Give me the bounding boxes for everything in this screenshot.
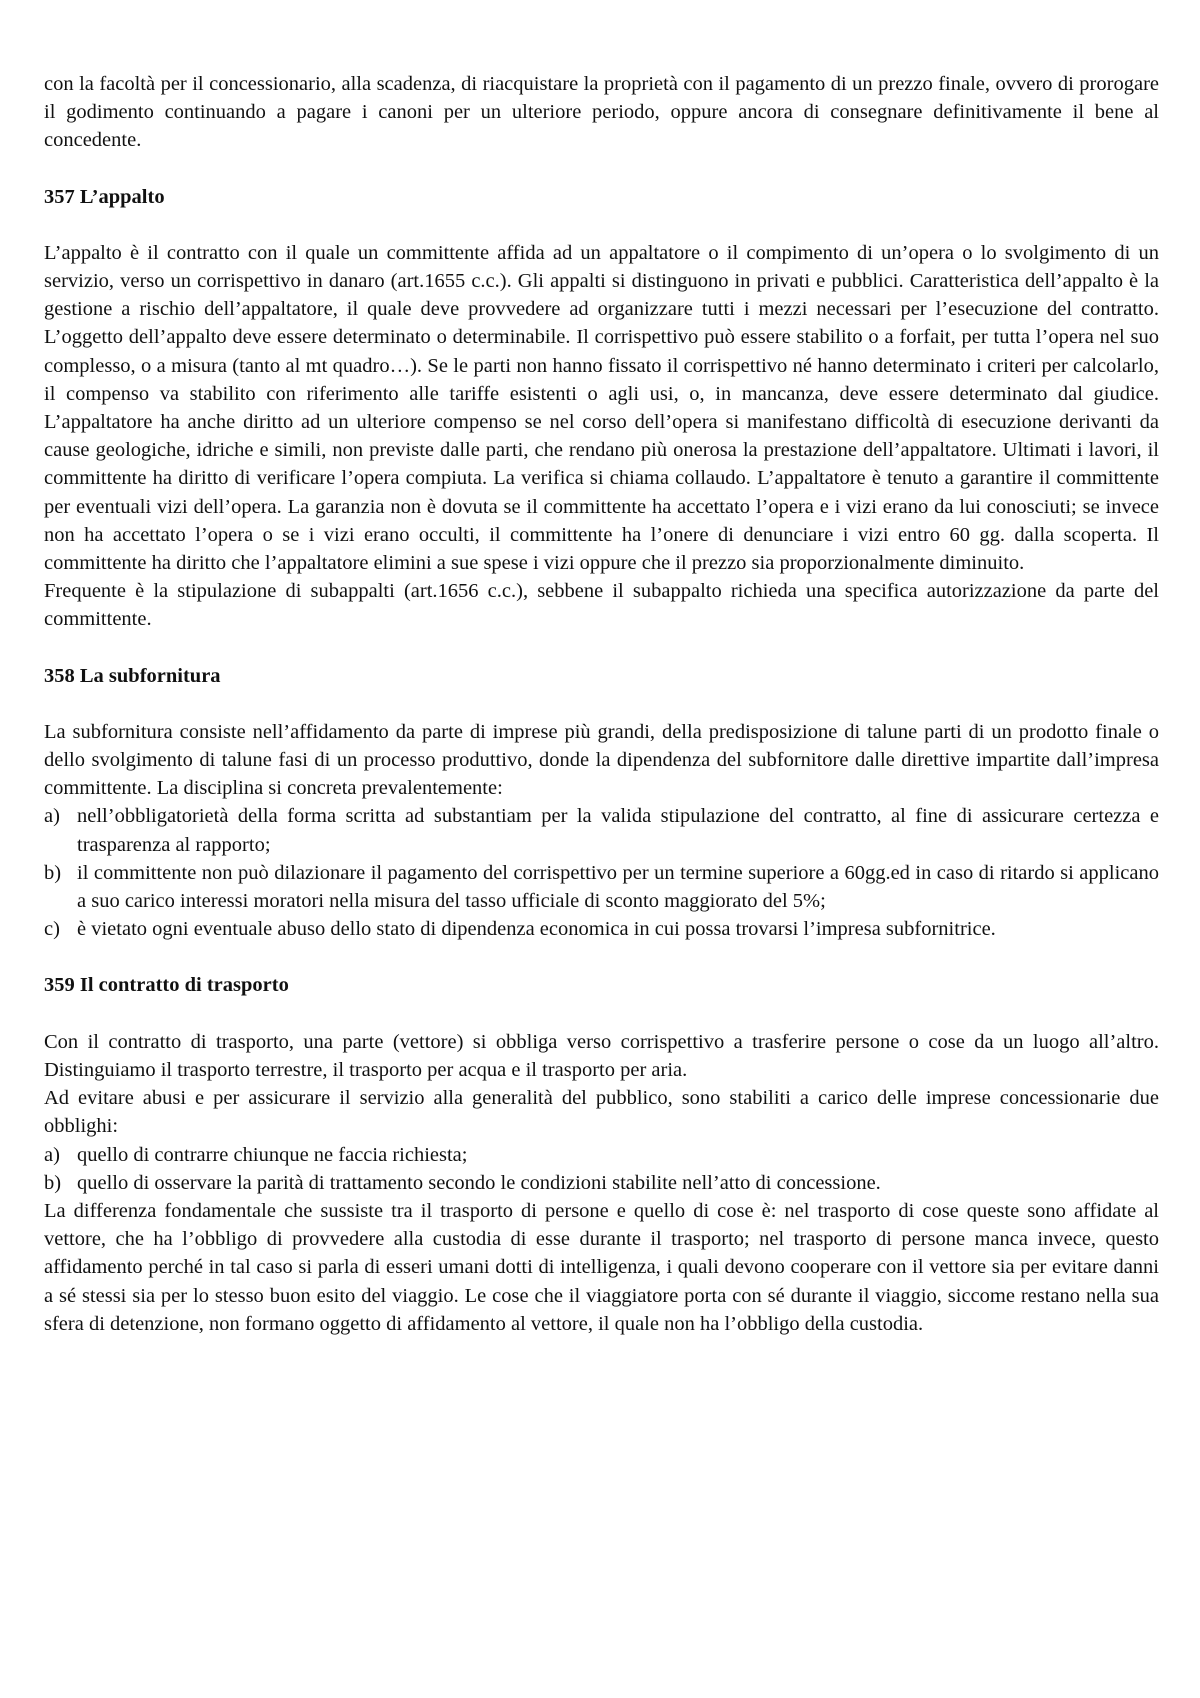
section-359-paragraph-3: La differenza fondamentale che sussiste tra il trasporto di persone e quello di cose è: nel trasporto di cose queste sono affidate al vettore, che ha l’obbligo di provvedere alla custodia di esse durante il trasporto; nel trasporto di persone manca invece, questo affidamento perché in tal caso si parla di esseri umani dotti di intelligenza, i quali devono cooperare con il vettore sia per evitare danni a sé stessi sia per lo stesso buon esito del viaggio. Le cose che il viaggiatore porta con sé durante il viaggio, siccome restano nella sua sfera di detenzione, non formano oggetto di affidamento al vettore, il quale non ha l’obbligo della custodia. <box>44 1199 1159 1335</box>
list-item-text: il committente non può dilazionare il pagamento del corrispettivo per un termine superiore a 60gg.ed in caso di ritardo si applicano a suo carico interessi moratori nella misura del tasso ufficiale di sconto maggiorato del 5%; <box>77 861 1159 913</box>
list-item <box>44 1141 1159 1169</box>
list-item-text: quello di contrarre chiunque ne faccia richiesta; <box>77 1143 468 1166</box>
list-item-marker: b) <box>44 1171 62 1194</box>
list-item-marker: a) <box>44 805 60 828</box>
list-item <box>44 802 1159 858</box>
spacer <box>44 634 1159 662</box>
section-359-paragraph-2: Ad evitare abusi e per assicurare il servizio alla generalità del pubblico, sono stabiliti a carico delle imprese concessionarie due obblighi: <box>44 1087 1159 1138</box>
section-358-heading: 358 La subfornitura <box>44 664 221 687</box>
section-359-list <box>44 1141 1159 1197</box>
section-359-heading: 359 Il contratto di trasporto <box>44 974 289 997</box>
list-item <box>44 915 1159 943</box>
list-item-marker: a) <box>44 1143 60 1166</box>
section-357-heading: 357 L’appalto <box>44 185 165 208</box>
list-item-text: è vietato ogni eventuale abuso dello stato di dipendenza economica in cui possa trovarsi l’impresa subfornitrice. <box>77 918 996 941</box>
list-item-marker: b) <box>44 861 62 884</box>
section-358-list <box>44 802 1159 943</box>
document-page <box>44 70 1159 1338</box>
list-item-text: quello di osservare la parità di trattamento secondo le condizioni stabilite nell’atto di concessione. <box>77 1171 881 1194</box>
section-357-paragraph-1: L’appalto è il contratto con il quale un committente affida ad un appaltatore o il compimento di un’opera o lo svolgimento di un servizio, verso un corrispettivo in danaro (art.1655 c.c.). Gli appalti si distinguono in privati e pubblici. Caratteristica dell’appalto è la gestione a rischio dell’appaltatore, il quale deve provvedere ad organizzare tutti i mezzi necessari per l’esecuzione del contratto. L’oggetto dell’appalto deve essere determinato o determinabile. Il corrispettivo può essere stabilito o a forfait, per tutta l’opera nel suo complesso, o a misura (tanto al mt quadro…). Se le parti non hanno fissato il corrispettivo né hanno determinato i criteri per calcolarlo, il compenso va stabilito con riferimento alle tariffe esistenti o agli usi, o, in mancanza, deve essere determinato dal giudice. L’appaltatore ha anche diritto ad un ulteriore compenso se nel corso dell’opera si manifestano difficoltà di esecuzione derivanti da cause geologiche, idriche e simili, non previste dalle parti, che rendano più onerosa la prestazione dell’appaltatore. Ultimati i lavori, il committente ha diritto di verificare l’opera compiuta. La verifica si chiama collaudo. L’appaltatore è tenuto a garantire il committente per eventuali vizi dell’opera. La garanzia non è dovuta se il committente ha accettato l’opera e i vizi erano da lui conosciuti; se invece non ha accettato l’opera o se i vizi erano occulti, il committente ha l’onere di denunciare i vizi entro 60 gg. dalla scoperta. Il committente ha diritto che l’appaltatore elimini a sue spese i vizi oppure che il prezzo sia proporzionalmente diminuito. <box>44 241 1159 575</box>
spacer <box>44 1000 1159 1028</box>
intro-paragraph: con la facoltà per il concessionario, alla scadenza, di riacquistare la proprietà con il pagamento di un prezzo finale, ovvero di prorogare il godimento continuando a pagare i canoni per un ulteriore periodo, oppure ancora di consegnare definitivamente il bene al concedente. <box>44 73 1159 152</box>
list-item <box>44 1169 1159 1197</box>
section-359-paragraph-1: Con il contratto di trasporto, una parte (vettore) si obbliga verso corrispettivo a trasferire persone o cose da un luogo all’altro. Distinguiamo il trasporto terrestre, il trasporto per acqua e il trasporto per aria. <box>44 1030 1159 1081</box>
list-item-text: nell’obbligatorietà della forma scritta ad substantiam per la valida stipulazione del contratto, al fine di assicurare certezza e trasparenza al rapporto; <box>77 805 1159 856</box>
section-358-paragraph-1: La subfornitura consiste nell’affidamento da parte di imprese più grandi, della predisposizione di talune parti di un prodotto finale o dello svolgimento di talune fasi di un processo produttivo, donde la dipendenza del subfornitore dalle direttive impartite dall’impresa committente. La disciplina si concreta prevalentemente: <box>44 720 1159 800</box>
list-item-marker: c) <box>44 918 60 941</box>
spacer <box>44 943 1159 971</box>
spacer <box>44 211 1159 239</box>
spacer <box>44 155 1159 183</box>
spacer <box>44 690 1159 718</box>
list-item <box>44 859 1159 915</box>
section-357-paragraph-2: Frequente è la stipulazione di subappalti (art.1656 c.c.), sebbene il subappalto richieda una specifica autorizzazione da parte del committente. <box>44 580 1159 631</box>
